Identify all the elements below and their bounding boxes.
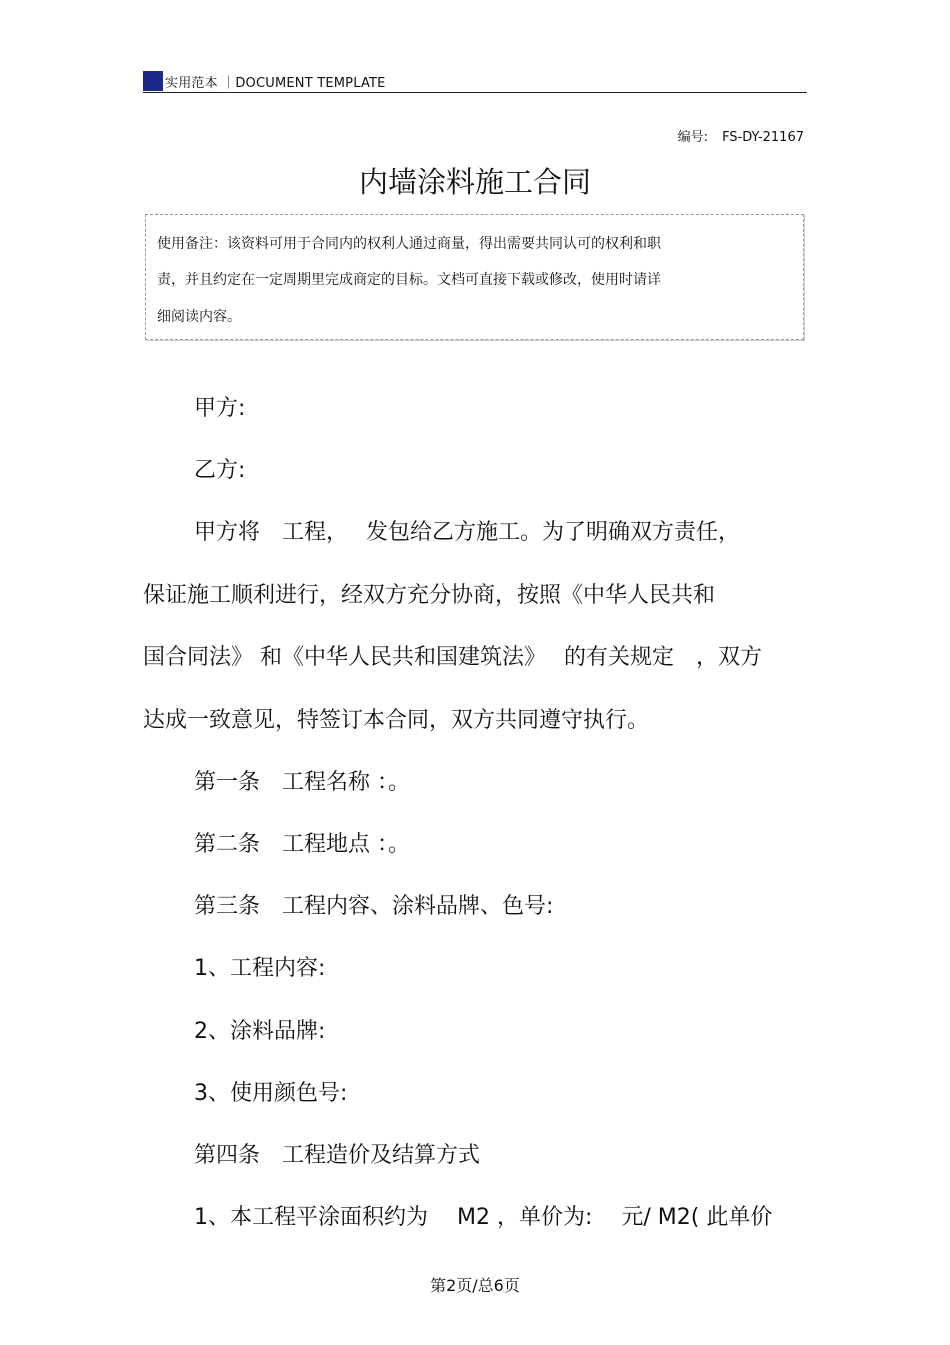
document-number-value: FS-DY-21167 xyxy=(722,130,804,145)
article-1: 第一条 工程名称 ：。 xyxy=(194,770,410,795)
article-3-item-1: 1、工程内容: xyxy=(194,956,326,981)
document-number xyxy=(678,126,804,145)
document-title: 内墙涂料施工合同 xyxy=(358,165,591,199)
article-3-item-2: 2、涂料品牌: xyxy=(194,1019,326,1044)
usage-notice-box xyxy=(145,214,804,340)
article-3-item-3: 3、使用颜色号: xyxy=(194,1081,348,1106)
document-number-label: 编号: xyxy=(677,130,709,145)
notice-line: 细阅读内容。 xyxy=(157,309,241,325)
notice-line: 责，并且约定在一定周期里完成商定的目标。文档可直接下载或修改，使用时请详 xyxy=(157,272,661,288)
page-header xyxy=(143,68,807,93)
page-indicator: 第2页/总6页 xyxy=(430,1276,520,1295)
intro-paragraph-line: 甲方将 工程， 发包给乙方施工。为了明确双方责任， xyxy=(194,520,740,545)
intro-paragraph-line: 保证施工顺利进行，经双方充分协商，按照《中华人民共和 xyxy=(143,583,716,608)
intro-paragraph-line: 国合同法》 和《中华人民共和国建筑法》 的有关规定 ，双方 xyxy=(143,645,762,670)
article-2: 第二条 工程地点 ：。 xyxy=(194,832,410,857)
header-title: 实用范本 ｜DOCUMENT TEMPLATE xyxy=(165,76,386,91)
article-4: 第四条 工程造价及结算方式 xyxy=(194,1143,481,1168)
article-3: 第三条 工程内容、涂料品牌、色号: xyxy=(194,894,554,919)
party-b-label: 乙方: xyxy=(194,458,246,483)
intro-paragraph-line: 达成一致意见，特签订本合同，双方共同遵守执行。 xyxy=(143,708,650,733)
article-4-item-1: 1、本工程平涂面积约为 M2 ，单价为: 元/ M2( 此单价 xyxy=(194,1205,773,1230)
notice-line: 使用备注：该资料可用于合同内的权利人通过商量，得出需要共同认可的权利和职 xyxy=(157,236,661,252)
template-logo-square xyxy=(143,71,163,91)
party-a-label: 甲方: xyxy=(194,396,246,421)
